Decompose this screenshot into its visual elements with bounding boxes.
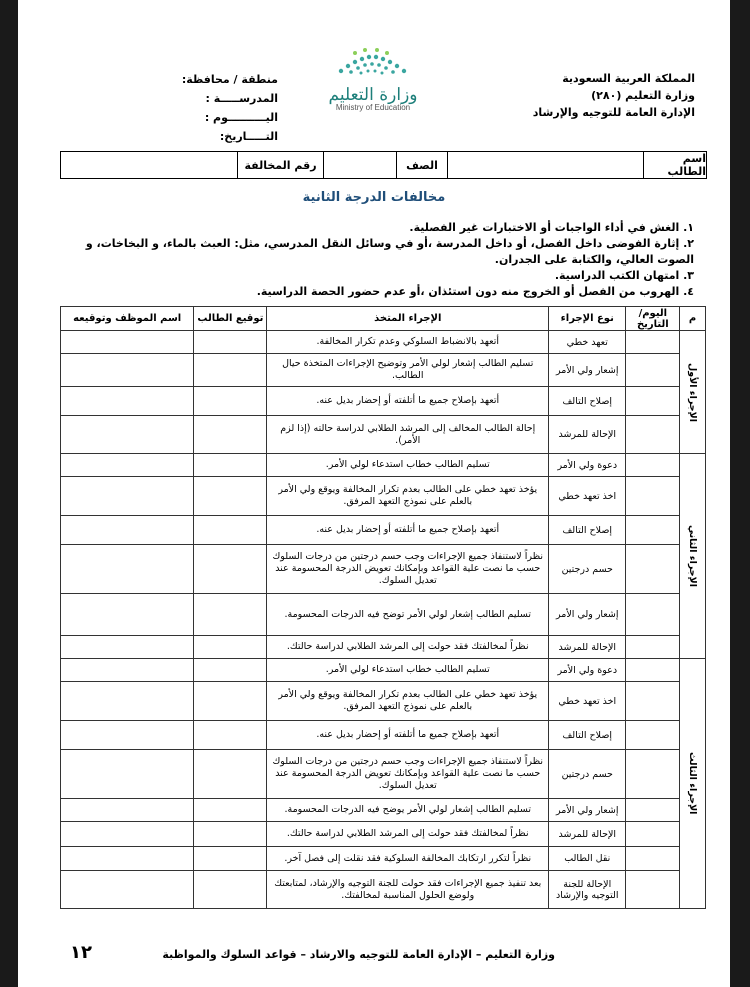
date-cell[interactable] xyxy=(626,331,680,354)
student-signature-cell[interactable] xyxy=(194,477,267,516)
table-row xyxy=(61,750,706,799)
procedure-type-cell: الإحالة للجنة التوجيه والإرشاد xyxy=(549,871,626,909)
procedure-type-cell: إشعار ولي الأمر xyxy=(549,799,626,822)
student-signature-cell[interactable] xyxy=(194,659,267,682)
procedure-type-cell: إصلاح التالف xyxy=(549,721,626,750)
table-row xyxy=(61,659,706,682)
staff-signature-cell[interactable] xyxy=(61,477,194,516)
stage-label: الإجراء الثالث xyxy=(680,659,706,909)
header-ministry: وزارة التعليم (٢٨٠) xyxy=(591,89,695,102)
header-date: التـــــاريخ: xyxy=(219,130,278,143)
table-row xyxy=(61,387,706,416)
procedure-taken-cell: يؤخذ تعهد خطي على الطالب بعدم تكرار المخالفة ويوقع ولي الأمر بالعلم على نموذج التعهد المرفق. xyxy=(267,682,549,721)
student-name-field[interactable] xyxy=(447,152,643,178)
student-signature-cell[interactable] xyxy=(194,682,267,721)
staff-signature-cell[interactable] xyxy=(61,594,194,636)
violation-item: ١. الغش في أداء الواجبات أو الاختبارات غير الفصلية. xyxy=(409,221,694,234)
student-signature-cell[interactable] xyxy=(194,354,267,387)
class-label: الصف xyxy=(396,152,447,178)
table-row xyxy=(61,516,706,545)
header-right xyxy=(515,70,695,121)
table-row xyxy=(61,477,706,516)
date-cell[interactable] xyxy=(626,847,680,871)
student-label: اسم الطالب xyxy=(643,152,706,178)
procedure-taken-cell: نظراً لاستنفاذ جميع الإجراءات وجب حسم درجتين من درجات السلوك حسب ما نصت علية القواعد وبإمكانك تعويض الدرجة المحسومة عند تعديل السلوك. xyxy=(267,750,549,799)
header-school: المدرســـــة : xyxy=(205,92,278,105)
date-cell[interactable] xyxy=(626,682,680,721)
student-signature-cell[interactable] xyxy=(194,516,267,545)
procedure-taken-cell: أتعهد بإصلاح جميع ما أتلفته أو إحضار بديل عنه. xyxy=(267,721,549,750)
header-left xyxy=(138,70,278,146)
header-number: م xyxy=(680,307,706,331)
procedure-type-cell: الإحالة للمرشد xyxy=(549,636,626,659)
staff-signature-cell[interactable] xyxy=(61,847,194,871)
page-title: مخالفات الدرجة الثانية xyxy=(302,190,446,205)
staff-signature-cell[interactable] xyxy=(61,659,194,682)
violation-item: ٢. إثارة الفوضى داخل الفصل، أو داخل المدرسة ،أو في وسائل النقل المدرسي، مثل: العبث بالماء، و البخاخات، و الصوت العالي، والكتابة على الجدران. xyxy=(85,237,694,266)
date-cell[interactable] xyxy=(626,416,680,454)
footer-text: وزارة التعليم – الإدارة العامة للتوجيه والارشاد – قواعد السلوك والمواظبة xyxy=(162,948,555,961)
page-number: ١٢ xyxy=(70,942,92,963)
student-signature-cell[interactable] xyxy=(194,822,267,847)
staff-signature-cell[interactable] xyxy=(61,871,194,909)
table-row xyxy=(61,822,706,847)
staff-signature-cell[interactable] xyxy=(61,416,194,454)
date-cell[interactable] xyxy=(626,545,680,594)
procedure-type-cell: حسم درجتين xyxy=(549,545,626,594)
staff-signature-cell[interactable] xyxy=(61,516,194,545)
procedures-table xyxy=(60,306,706,909)
ministry-logo xyxy=(298,45,448,125)
procedure-type-cell: نقل الطالب xyxy=(549,847,626,871)
table-row xyxy=(61,454,706,477)
procedure-type-cell: إصلاح التالف xyxy=(549,387,626,416)
procedure-type-cell: إصلاح التالف xyxy=(549,516,626,545)
violation-number-field[interactable] xyxy=(61,152,237,178)
student-signature-cell[interactable] xyxy=(194,331,267,354)
procedure-taken-cell: نظراً لمخالفتك فقد حولت إلى المرشد الطلابي لدراسة حالتك. xyxy=(267,636,549,659)
procedure-taken-cell: تسليم الطالب خطاب استدعاء لولي الأمر. xyxy=(267,659,549,682)
student-signature-cell[interactable] xyxy=(194,454,267,477)
table-row xyxy=(61,416,706,454)
date-cell[interactable] xyxy=(626,354,680,387)
date-cell[interactable] xyxy=(626,636,680,659)
staff-signature-cell[interactable] xyxy=(61,822,194,847)
header-date: اليوم/ التاريخ xyxy=(626,307,680,331)
procedure-taken-cell: نظراً لمخالفتك فقد حولت إلى المرشد الطلابي لدراسة حالتك. xyxy=(267,822,549,847)
student-signature-cell[interactable] xyxy=(194,750,267,799)
date-cell[interactable] xyxy=(626,659,680,682)
date-cell[interactable] xyxy=(626,721,680,750)
document-page xyxy=(18,0,730,987)
procedure-type-cell: الإحالة للمرشد xyxy=(549,416,626,454)
student-signature-cell[interactable] xyxy=(194,594,267,636)
procedure-taken-cell: نظراً لاستنفاذ جميع الإجراءات وجب حسم درجتين من درجات السلوك حسب ما نصت علية القواعد وبإمكانك تعويض الدرجة المحسومة عند تعديل السلوك. xyxy=(267,545,549,594)
student-signature-cell[interactable] xyxy=(194,871,267,909)
student-signature-cell[interactable] xyxy=(194,799,267,822)
logo-english-text: Ministry of Education xyxy=(335,103,411,112)
date-cell[interactable] xyxy=(626,454,680,477)
student-signature-cell[interactable] xyxy=(194,636,267,659)
table-row xyxy=(61,594,706,636)
procedure-taken-cell: تسليم الطالب خطاب استدعاء لولي الأمر. xyxy=(267,454,549,477)
staff-signature-cell[interactable] xyxy=(61,636,194,659)
student-signature-cell[interactable] xyxy=(194,545,267,594)
header-kingdom: المملكة العربية السعودية xyxy=(562,72,695,85)
student-info-row xyxy=(60,151,707,179)
procedure-type-cell: إشعار ولي الأمر xyxy=(549,354,626,387)
staff-signature-cell[interactable] xyxy=(61,750,194,799)
staff-signature-cell[interactable] xyxy=(61,354,194,387)
footer xyxy=(18,942,730,966)
logo-arabic-text: وزارة التعليم xyxy=(328,85,418,105)
date-cell[interactable] xyxy=(626,594,680,636)
date-cell[interactable] xyxy=(626,387,680,416)
date-cell[interactable] xyxy=(626,750,680,799)
header-procedure-type: نوع الإجراء xyxy=(549,307,626,331)
violations-list xyxy=(54,220,694,300)
procedure-taken-cell: تسليم الطالب إشعار لولي الأمر وتوضيح الإجراءات المتخذة حيال الطالب. xyxy=(267,354,549,387)
procedure-type-cell: تعهد خطي xyxy=(549,331,626,354)
staff-signature-cell[interactable] xyxy=(61,387,194,416)
table-row xyxy=(61,545,706,594)
table-header-row xyxy=(61,307,706,331)
violation-item: ٤. الهروب من الفصل أو الخروج منه دون استئذان ،أو عدم حضور الحصة الدراسية. xyxy=(256,285,694,298)
header-department: الإدارة العامة للتوجيه والإرشاد xyxy=(532,106,695,119)
student-signature-cell[interactable] xyxy=(194,416,267,454)
student-signature-cell[interactable] xyxy=(194,721,267,750)
procedure-taken-cell: يؤخذ تعهد خطي على الطالب بعدم تكرار المخالفة ويوقع ولي الأمر بالعلم على نموذج التعهد المرفق. xyxy=(267,477,549,516)
header-procedure-taken: الإجراء المتخذ xyxy=(267,307,549,331)
staff-signature-cell[interactable] xyxy=(61,545,194,594)
procedure-type-cell: إشعار ولي الأمر xyxy=(549,594,626,636)
procedure-taken-cell: إحالة الطالب المخالف إلى المرشد الطلابي لدراسة حالته (إذا لزم الأمر). xyxy=(267,416,549,454)
table-row xyxy=(61,721,706,750)
table-row xyxy=(61,636,706,659)
procedure-taken-cell: بعد تنفيذ جميع الإجراءات فقد حولت للجنة التوجيه والإرشاد، لمتابعتك ولوضع الحلول المناسبة لمخالفتك. xyxy=(267,871,549,909)
procedure-taken-cell: تسليم الطالب إشعار لولي الأمر يوضح فيه الدرجات المحسومة. xyxy=(267,799,549,822)
staff-signature-cell[interactable] xyxy=(61,331,194,354)
student-signature-cell[interactable] xyxy=(194,387,267,416)
class-field[interactable] xyxy=(323,152,396,178)
date-cell[interactable] xyxy=(626,871,680,909)
procedure-taken-cell: نظراً لتكرر ارتكابك المخالفة السلوكية فقد نقلت إلى فصل آخر. xyxy=(267,847,549,871)
procedure-taken-cell: أتعهد بإصلاح جميع ما أتلفته أو إحضار بديل عنه. xyxy=(267,516,549,545)
stage-label: الإجراء الأول xyxy=(680,331,706,454)
staff-signature-cell[interactable] xyxy=(61,454,194,477)
table-row xyxy=(61,682,706,721)
violation-item: ٣. امتهان الكتب الدراسية. xyxy=(554,269,694,282)
procedure-taken-cell: تسليم الطالب إشعار لولي الأمر توضح فيه الدرجات المحسومة. xyxy=(267,594,549,636)
stage-label: الإجراء الثاني xyxy=(680,454,706,659)
staff-signature-cell[interactable] xyxy=(61,799,194,822)
date-cell[interactable] xyxy=(626,822,680,847)
procedure-type-cell: دعوة ولي الأمر xyxy=(549,454,626,477)
procedure-type-cell: حسم درجتين xyxy=(549,750,626,799)
header-student-signature: توقيع الطالب xyxy=(194,307,267,331)
header-region: منطقة / محافظة: xyxy=(181,73,278,86)
procedure-type-cell: دعوة ولي الأمر xyxy=(549,659,626,682)
date-cell[interactable] xyxy=(626,799,680,822)
date-cell[interactable] xyxy=(626,477,680,516)
table-row xyxy=(61,331,706,354)
procedure-type-cell: اخذ تعهد خطي xyxy=(549,477,626,516)
student-signature-cell[interactable] xyxy=(194,847,267,871)
procedure-type-cell: الإحالة للمرشد xyxy=(549,822,626,847)
header-day: اليــــــــــوم : xyxy=(204,111,278,124)
procedure-taken-cell: أتعهد بإصلاح جميع ما أتلفته أو إحضار بديل عنه. xyxy=(267,387,549,416)
violation-number-label: رقم المخالفة xyxy=(237,152,323,178)
staff-signature-cell[interactable] xyxy=(61,682,194,721)
table-row xyxy=(61,871,706,909)
table-row xyxy=(61,799,706,822)
date-cell[interactable] xyxy=(626,516,680,545)
staff-signature-cell[interactable] xyxy=(61,721,194,750)
header-staff-signature: اسم الموظف وتوقيعه xyxy=(61,307,194,331)
procedure-type-cell: اخذ تعهد خطي xyxy=(549,682,626,721)
table-row xyxy=(61,847,706,871)
table-row xyxy=(61,354,706,387)
procedure-taken-cell: أتعهد بالانضباط السلوكي وعدم تكرار المخالفة. xyxy=(267,331,549,354)
logo-dots-icon xyxy=(333,45,413,77)
